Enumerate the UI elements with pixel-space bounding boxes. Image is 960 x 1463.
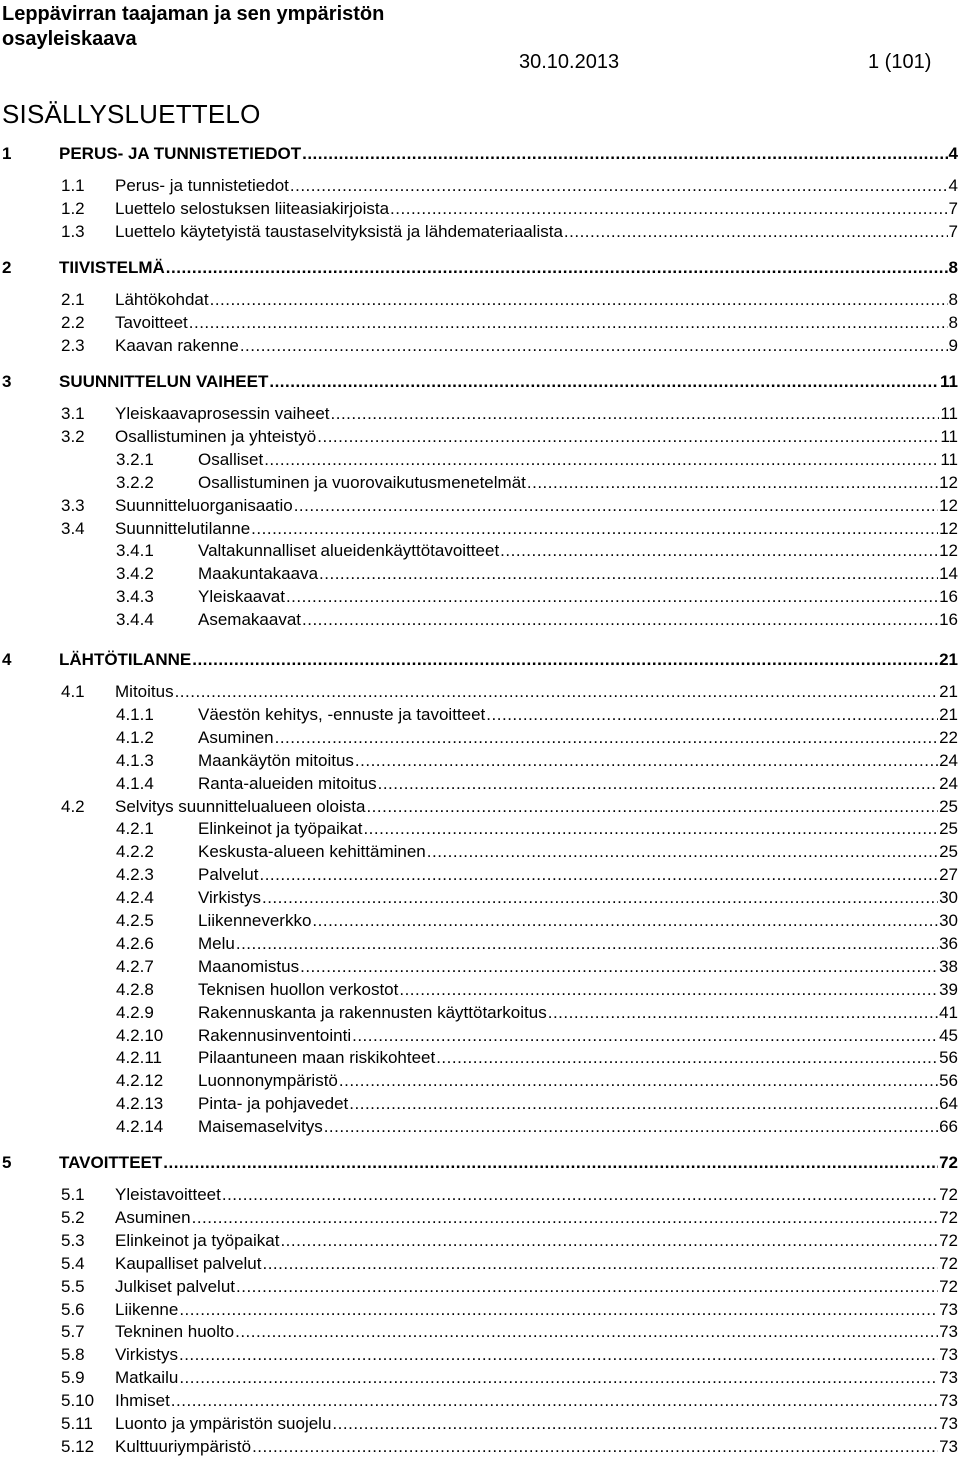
toc-entry[interactable] [61, 198, 958, 220]
toc-entry-number: 3.2.2 [116, 472, 154, 492]
toc-entry-title: Maakuntakaava [198, 564, 319, 584]
toc-entry-page: 7 [948, 198, 958, 218]
toc-entry-page: 72 [939, 1153, 958, 1172]
document-date: 30.10.2013 [519, 51, 620, 73]
dot-leader [319, 563, 938, 585]
dot-leader [548, 1002, 938, 1024]
dot-leader [564, 221, 948, 243]
dot-leader [163, 1152, 938, 1174]
toc-entry-title: Yleiskaavaprosessin vaiheet [115, 404, 330, 423]
toc-entry[interactable] [61, 518, 958, 540]
toc-entry-number: 3.3 [61, 495, 85, 515]
toc-entry-number: 3.4.3 [116, 587, 154, 607]
dot-leader [352, 1025, 938, 1047]
toc-entry[interactable] [61, 1276, 958, 1298]
toc-entry-title: Elinkeinot ja työpaikat [115, 1230, 280, 1250]
toc-entry[interactable] [116, 1116, 958, 1138]
toc-entry[interactable] [116, 818, 958, 840]
toc-entry-page: 41 [939, 1002, 958, 1022]
document-title-line-1: Leppävirran taajaman ja sen ympäristön [2, 3, 385, 25]
toc-entry-number: 1.3 [61, 221, 85, 241]
toc-entry[interactable] [116, 609, 958, 631]
dot-leader [192, 1207, 938, 1229]
dot-leader [500, 540, 938, 562]
toc-entry-page: 25 [939, 842, 958, 862]
toc-entry-title: Virkistys [115, 1345, 178, 1365]
toc-entry-page: 36 [939, 933, 958, 953]
toc-entry[interactable] [116, 472, 958, 494]
toc-entry[interactable] [116, 586, 958, 608]
toc-entry-number: 5.6 [61, 1299, 85, 1319]
toc-entry[interactable] [61, 1390, 958, 1412]
toc-entry-page: 73 [939, 1368, 958, 1388]
toc-entry-page: 73 [939, 1391, 958, 1411]
toc-entry-number: 4 [2, 650, 12, 669]
toc-entry-title: Luonto ja ympäristön suojelu [115, 1414, 332, 1433]
toc-entry-page: 16 [939, 610, 958, 630]
toc-entry-page: 21 [939, 682, 958, 701]
toc-entry[interactable] [116, 864, 958, 886]
toc-entry-title: Elinkeinot ja työpaikat [198, 819, 363, 839]
toc-entry[interactable] [2, 649, 958, 671]
toc-entry-page: 27 [939, 865, 958, 885]
dot-leader [280, 1230, 938, 1252]
toc-entry-page: 56 [939, 1071, 958, 1091]
toc-entry-title: Selvitys suunnittelualueen oloista [115, 796, 366, 816]
toc-entry[interactable] [116, 841, 958, 863]
dot-leader [269, 371, 939, 393]
dot-leader [179, 1299, 938, 1321]
toc-entry[interactable] [61, 312, 958, 334]
toc-entry-title: Pilaantuneen maan riskikohteet [198, 1048, 436, 1068]
toc-entry-number: 4.2.11 [116, 1048, 163, 1068]
toc-entry[interactable] [61, 1413, 958, 1435]
toc-entry[interactable] [61, 403, 958, 425]
toc-entry-number: 4.1.1 [116, 704, 154, 724]
toc-entry[interactable] [116, 1002, 958, 1024]
toc-entry-number: 5.4 [61, 1253, 85, 1273]
dot-leader [236, 933, 938, 955]
dot-leader [262, 887, 938, 909]
page-number: 1 (101) [868, 51, 932, 73]
toc-entry-number: 3.4.1 [116, 541, 154, 561]
toc-entry-title: Teknisen huollon verkostot [198, 979, 399, 999]
dot-leader [259, 864, 938, 886]
toc-entry-page: 73 [939, 1322, 958, 1342]
toc-entry[interactable] [116, 750, 958, 772]
toc-entry-title: Osallistuminen ja vuorovaikutusmenetelmät [198, 472, 526, 492]
toc-entry-number: 4.2.5 [116, 911, 154, 930]
dot-leader [286, 586, 938, 608]
toc-entry[interactable] [116, 704, 958, 726]
toc-entry[interactable] [61, 335, 958, 357]
toc-entry-title: Pinta- ja pohjavedet [198, 1094, 349, 1114]
toc-entry-page: 11 [940, 404, 958, 423]
toc-entry-title: Virkistys [198, 888, 261, 908]
toc-entry-page: 4 [948, 144, 958, 163]
toc-entry-page: 39 [939, 979, 958, 999]
toc-entry-title: Keskusta-alueen kehittäminen [198, 842, 426, 862]
toc-entry-page: 25 [939, 796, 958, 816]
toc-entry-page: 7 [948, 221, 958, 241]
toc-entry-page: 8 [948, 258, 958, 277]
toc-entry[interactable] [116, 1093, 958, 1115]
toc-entry-title: Kaupalliset palvelut [115, 1253, 262, 1273]
toc-entry-number: 4.1.4 [116, 773, 154, 793]
dot-leader [290, 175, 948, 197]
toc-entry[interactable] [61, 1184, 958, 1206]
toc-entry-number: 2.3 [61, 335, 85, 355]
toc-entry-title: Maankäytön mitoitus [198, 750, 354, 770]
toc-entry-number: 3.2.1 [116, 449, 154, 469]
toc-entry-number: 1.2 [61, 198, 85, 218]
toc-entry-number: 4.1.2 [116, 727, 154, 747]
toc-entry-title: Kaavan rakenne [115, 335, 239, 355]
toc-entry-title: Luettelo käytetyistä taustaselvityksistä ja lähdemateriaalista [115, 221, 563, 241]
toc-entry-number: 5.2 [61, 1207, 85, 1227]
toc-entry-title: Ihmiset [115, 1391, 170, 1411]
dot-leader [171, 1390, 938, 1412]
document-title-line-2: osayleiskaava [2, 28, 137, 50]
dot-leader [294, 495, 938, 517]
dot-leader [179, 1367, 938, 1389]
toc-entry-number: 5.12 [61, 1436, 95, 1456]
toc-entry-page: 45 [939, 1025, 958, 1045]
toc-entry-title: Lähtökohdat [115, 290, 209, 309]
toc-entry-page: 72 [939, 1253, 958, 1273]
toc-entry-number: 5.8 [61, 1345, 85, 1365]
toc-entry-number: 3.4.4 [116, 610, 154, 630]
toc-entry-title: Julkiset palvelut [115, 1276, 236, 1296]
toc-entry-page: 9 [948, 335, 958, 355]
toc-entry[interactable] [2, 143, 958, 165]
toc-entry[interactable] [116, 887, 958, 909]
toc-entry-title: Tekninen huolto [115, 1322, 235, 1342]
dot-leader [399, 979, 938, 1001]
toc-entry-page: 73 [939, 1436, 958, 1456]
dot-leader [175, 681, 939, 703]
toc-entry-page: 72 [939, 1276, 958, 1296]
toc-entry-number: 5.5 [61, 1276, 85, 1296]
dot-leader [302, 143, 947, 165]
toc-entry-number: 1 [2, 144, 12, 163]
toc-entry[interactable] [116, 773, 958, 795]
dot-leader [236, 1276, 938, 1298]
toc-entry-title: Yleistavoitteet [115, 1185, 221, 1204]
toc-entry-title: LÄHTÖTILANNE [59, 650, 192, 669]
toc-entry[interactable] [61, 1230, 958, 1252]
toc-entry-page: 24 [939, 773, 958, 793]
toc-entry-page: 73 [939, 1414, 958, 1433]
toc-entry-number: 4.1.3 [116, 750, 154, 770]
toc-entry-page: 25 [939, 819, 958, 839]
dot-leader [317, 426, 939, 448]
toc-entry-page: 11 [940, 372, 958, 391]
toc-entry-title: Liikenneverkko [198, 911, 312, 930]
toc-entry-title: Perus- ja tunnistetiedot [115, 176, 289, 195]
dot-leader [192, 649, 938, 671]
toc-entry[interactable] [116, 910, 958, 932]
toc-entry-page: 72 [939, 1185, 958, 1204]
dot-leader [324, 1116, 938, 1138]
dot-leader [251, 518, 938, 540]
toc-entry[interactable] [116, 449, 958, 471]
dot-leader [166, 257, 948, 279]
toc-entry[interactable] [61, 1321, 958, 1343]
toc-entry-title: TIIVISTELMÄ [59, 258, 165, 277]
toc-entry-page: 64 [939, 1094, 958, 1114]
toc-entry-number: 5.7 [61, 1322, 85, 1342]
dot-leader [331, 403, 940, 425]
dot-leader [312, 910, 938, 932]
toc-entry[interactable] [61, 1253, 958, 1275]
toc-entry[interactable] [61, 175, 958, 197]
toc-entry-number: 3.4.2 [116, 564, 154, 584]
toc-entry-number: 4.2.8 [116, 979, 154, 999]
toc-entry-number: 5 [2, 1153, 12, 1172]
dot-leader [332, 1413, 938, 1435]
toc-entry[interactable] [116, 1025, 958, 1047]
toc-entry-title: Asuminen [115, 1207, 191, 1227]
toc-heading: SISÄLLYSLUETTELO [2, 99, 261, 129]
dot-leader [363, 818, 938, 840]
toc-entry-title: Liikenne [115, 1299, 179, 1319]
toc-entry[interactable] [116, 540, 958, 562]
toc-entry-number: 4.1 [61, 682, 85, 701]
toc-entry-title: Valtakunnalliset alueidenkäyttötavoitteet [198, 541, 500, 561]
toc-entry-title: Väestön kehitys, -ennuste ja tavoitteet [198, 704, 486, 724]
toc-entry-number: 5.9 [61, 1368, 85, 1388]
toc-entry-number: 4.2.2 [116, 842, 154, 862]
toc-entry-number: 5.11 [61, 1414, 93, 1433]
dot-leader [240, 335, 948, 357]
toc-entry-title: PERUS- JA TUNNISTETIEDOT [59, 144, 302, 163]
toc-entry[interactable] [61, 289, 958, 311]
toc-entry[interactable] [61, 495, 958, 517]
toc-entry-number: 1.1 [61, 176, 85, 195]
toc-entry-number: 4.2.12 [116, 1071, 164, 1091]
toc-entry[interactable] [116, 563, 958, 585]
dot-leader [390, 198, 947, 220]
dot-leader [486, 704, 938, 726]
toc-entry-page: 12 [939, 472, 958, 492]
toc-entry-number: 3 [2, 372, 12, 391]
dot-leader [262, 1253, 938, 1275]
toc-entry-page: 8 [948, 312, 958, 332]
toc-entry-number: 3.1 [61, 404, 85, 423]
toc-entry-page: 24 [939, 750, 958, 770]
dot-leader [349, 1093, 938, 1115]
toc-entry-page: 73 [939, 1299, 958, 1319]
toc-entry-title: Rakennusinventointi [198, 1025, 352, 1045]
toc-entry[interactable] [2, 1152, 958, 1174]
dot-leader [378, 773, 938, 795]
toc-entry[interactable] [61, 681, 958, 703]
toc-entry[interactable] [61, 796, 958, 818]
toc-entry-page: 16 [939, 587, 958, 607]
toc-entry-page: 22 [939, 727, 958, 747]
toc-entry-page: 8 [948, 290, 958, 309]
dot-leader [235, 1321, 938, 1343]
dot-leader [252, 1436, 938, 1458]
toc-entry[interactable] [116, 1047, 958, 1069]
toc-entry-number: 2.2 [61, 312, 85, 332]
dot-leader [275, 727, 938, 749]
toc-entry-page: 72 [939, 1230, 958, 1250]
toc-entry[interactable] [2, 257, 958, 279]
dot-leader [264, 449, 939, 471]
dot-leader [436, 1047, 938, 1069]
toc-entry-number: 3.2 [61, 426, 85, 446]
toc-entry-number: 4.2.7 [116, 956, 154, 976]
toc-entry-title: Kulttuuriympäristö [115, 1436, 252, 1456]
toc-entry-number: 5.1 [61, 1185, 85, 1204]
toc-entry[interactable] [61, 1436, 958, 1458]
dot-leader [355, 750, 938, 772]
toc-entry-title: Suunnittelutilanne [115, 518, 251, 538]
toc-entry-page: 14 [939, 564, 958, 584]
toc-entry-title: Luonnonympäristö [198, 1071, 338, 1091]
toc-entry-page: 12 [939, 495, 958, 515]
toc-entry-number: 5.3 [61, 1230, 85, 1250]
toc-entry-number: 4.2.3 [116, 865, 154, 885]
toc-entry-page: 12 [939, 541, 958, 561]
toc-entry-page: 11 [940, 426, 958, 446]
toc-entry-title: Osalliset [198, 449, 264, 469]
toc-entry-page: 21 [939, 650, 958, 669]
toc-entry-page: 30 [939, 888, 958, 908]
toc-entry-number: 4.2.4 [116, 888, 154, 908]
toc-entry-page: 11 [940, 449, 958, 469]
toc-entry[interactable] [61, 1299, 958, 1321]
toc-entry-page: 4 [948, 176, 958, 195]
toc-entry-title: Melu [198, 933, 235, 953]
toc-entry-title: Rakennuskanta ja rakennusten käyttötarkoitus [198, 1002, 547, 1022]
toc-entry[interactable] [61, 1344, 958, 1366]
dot-leader [339, 1070, 938, 1092]
toc-entry-title: Asemakaavat [198, 610, 301, 630]
toc-entry[interactable] [61, 1207, 958, 1229]
toc-entry[interactable] [116, 727, 958, 749]
toc-entry[interactable] [2, 371, 958, 393]
toc-entry[interactable] [116, 933, 958, 955]
dot-leader [366, 796, 938, 818]
toc-entry-number: 2.1 [61, 290, 85, 309]
toc-entry-page: 30 [939, 911, 958, 930]
toc-entry-page: 38 [939, 956, 958, 976]
toc-entry-number: 4.2.10 [116, 1025, 164, 1045]
toc-entry-number: 4.2.9 [116, 1002, 154, 1022]
toc-entry-number: 2 [2, 258, 12, 277]
toc-entry-title: Osallistuminen ja yhteistyö [115, 426, 317, 446]
dot-leader [302, 609, 938, 631]
toc-entry[interactable] [61, 221, 958, 243]
toc-entry-page: 73 [939, 1345, 958, 1365]
toc-entry-title: Ranta-alueiden mitoitus [198, 773, 377, 793]
toc-entry-number: 4.2.6 [116, 933, 154, 953]
dot-leader [222, 1184, 938, 1206]
toc-entry-number: 4.2.1 [116, 819, 154, 839]
dot-leader [427, 841, 938, 863]
toc-entry[interactable] [116, 956, 958, 978]
toc-entry-title: SUUNNITTELUN VAIHEET [59, 372, 269, 391]
toc-entry-title: Yleiskaavat [198, 587, 285, 607]
dot-leader [189, 312, 948, 334]
toc-entry-number: 4.2 [61, 796, 85, 816]
toc-entry-title: Luettelo selostuksen liiteasiakirjoista [115, 198, 390, 218]
toc-entry-title: Maisemaselvitys [198, 1117, 323, 1137]
toc-entry-title: Tavoitteet [115, 312, 188, 332]
toc-entry-page: 12 [939, 518, 958, 538]
toc-entry-number: 5.10 [61, 1391, 95, 1411]
toc-entry-title: Suunnitteluorganisaatio [115, 495, 293, 515]
toc-entry-number: 4.2.14 [116, 1117, 164, 1137]
toc-entry-title: Mitoitus [115, 682, 174, 701]
toc-entry-number: 4.2.13 [116, 1094, 164, 1114]
dot-leader [210, 289, 948, 311]
toc-entry-number: 3.4 [61, 518, 85, 538]
toc-entry-title: Asuminen [198, 727, 274, 747]
toc-entry-title: TAVOITTEET [59, 1153, 163, 1172]
toc-entry-page: 66 [939, 1117, 958, 1137]
dot-leader [527, 472, 938, 494]
dot-leader [300, 956, 938, 978]
toc-entry-page: 72 [939, 1207, 958, 1227]
toc-entry-title: Maanomistus [198, 956, 300, 976]
toc-entry-title: Matkailu [115, 1368, 179, 1388]
dot-leader [179, 1344, 938, 1366]
toc-entry[interactable] [61, 1367, 958, 1389]
toc-entry[interactable] [116, 979, 958, 1001]
toc-entry-title: Palvelut [198, 865, 259, 885]
toc-entry[interactable] [61, 426, 958, 448]
toc-entry-page: 56 [939, 1048, 958, 1068]
toc-entry[interactable] [116, 1070, 958, 1092]
toc-entry-page: 21 [939, 704, 958, 724]
